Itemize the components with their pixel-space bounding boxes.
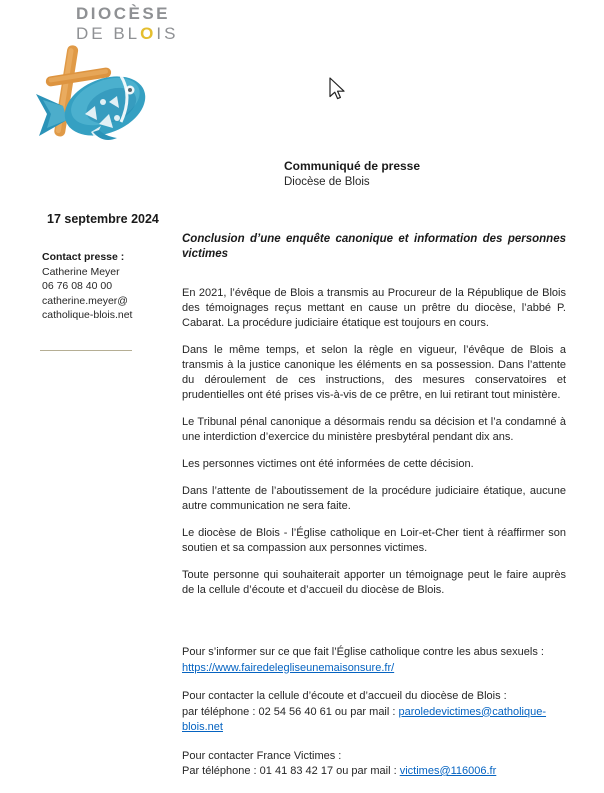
logo-word-de-blois: DE BLOIS xyxy=(76,24,179,44)
paragraph-2: Dans le même temps, et selon la règle en vigueur, l’évêque de Blois a transmis à la justice canonique les éléments en sa possession. Dans l’attente du déroulement de ces instructions, des mesures conservatoires et prudentielles ont été prises vis-à-vis de ce prêtre, en lui retirant tout ministère. xyxy=(182,344,566,401)
logo-gold-o: O xyxy=(140,24,157,44)
victimes-email-link[interactable]: victimes@116006.fr xyxy=(399,765,497,777)
sidebar-divider-line xyxy=(40,350,132,351)
date: 17 septembre 2024 xyxy=(47,212,159,226)
cellule-phone-text: par téléphone : 02 54 56 40 61 ou par mail : xyxy=(182,705,399,718)
press-contact-block xyxy=(42,250,132,323)
press-release-title: Communiqué de presse xyxy=(284,159,421,173)
contact-phone: 06 76 08 40 00 xyxy=(42,280,113,292)
france-victimes-group xyxy=(182,749,572,780)
cellule-ecoute-group xyxy=(182,689,572,736)
document-body xyxy=(182,232,566,610)
press-release-subtitle: Diocèse de Blois xyxy=(284,176,370,188)
contact-email-line2: catholique-blois.net xyxy=(42,309,133,321)
france-victimes-line: Pour contacter France Victimes : xyxy=(182,749,342,762)
info-abuse-line: Pour s’informer sur ce que fait l’Église catholique contre les abus sexuels : xyxy=(182,646,544,658)
victimes-phone-text: Par téléphone : 01 41 83 42 17 ou par mail : xyxy=(182,765,400,777)
paragraph-5: Dans l’attente de l’aboutissement de la procédure judiciaire étatique, aucune autre communication ne sera faite. xyxy=(182,485,566,512)
contact-label: Contact presse : xyxy=(42,251,125,263)
paragraph-1: En 2021, l’évêque de Blois a transmis au Procureur de la République de Blois des témoignages reçus mettant en cause un prêtre du diocèse, l’abbé P. Cabarat. La procédure judiciaire étatique est toujours en cours. xyxy=(182,287,566,329)
info-abuse-group xyxy=(182,645,572,676)
document-heading: Conclusion d’une enquête canonique et information des personnes victimes xyxy=(182,233,566,260)
paroledevictimes-email-link[interactable]: paroledevictimes@catholique-blois.net xyxy=(182,705,547,733)
paragraph-6: Le diocèse de Blois - l’Église catholique en Loir-et-Cher tient à réaffirmer son soutien et sa compassion aux personnes victimes. xyxy=(182,527,566,554)
cellule-ecoute-line: Pour contacter la cellule d’écoute et d’accueil du diocèse de Blois : xyxy=(182,690,507,702)
paragraph-7: Toute personne qui souhaiterait apporter un témoignage peut le faire auprès de la cellule d’écoute et d’accueil du diocèse de Blois. xyxy=(182,569,566,596)
fish-and-cross-logo-icon xyxy=(33,44,149,144)
maison-sure-link[interactable]: https://www.fairedelegliseunemaisonsure.fr/ xyxy=(182,661,395,674)
press-header xyxy=(284,158,420,190)
contact-name: Catherine Meyer xyxy=(42,265,120,278)
footer-contacts xyxy=(182,645,572,793)
logo-word-diocese: DIOCÈSE xyxy=(76,4,171,23)
paragraph-4: Les personnes victimes ont été informées de cette décision. xyxy=(182,458,474,470)
paragraph-3: Le Tribunal pénal canonique a désormais rendu sa décision et l’a condamné à une interdiction d’exercice du ministère presbytéral pendant dix ans. xyxy=(182,416,566,443)
diocese-logo-text xyxy=(76,4,178,43)
contact-email-line1: catherine.meyer@ xyxy=(42,294,128,307)
mouse-cursor-icon xyxy=(329,77,345,100)
